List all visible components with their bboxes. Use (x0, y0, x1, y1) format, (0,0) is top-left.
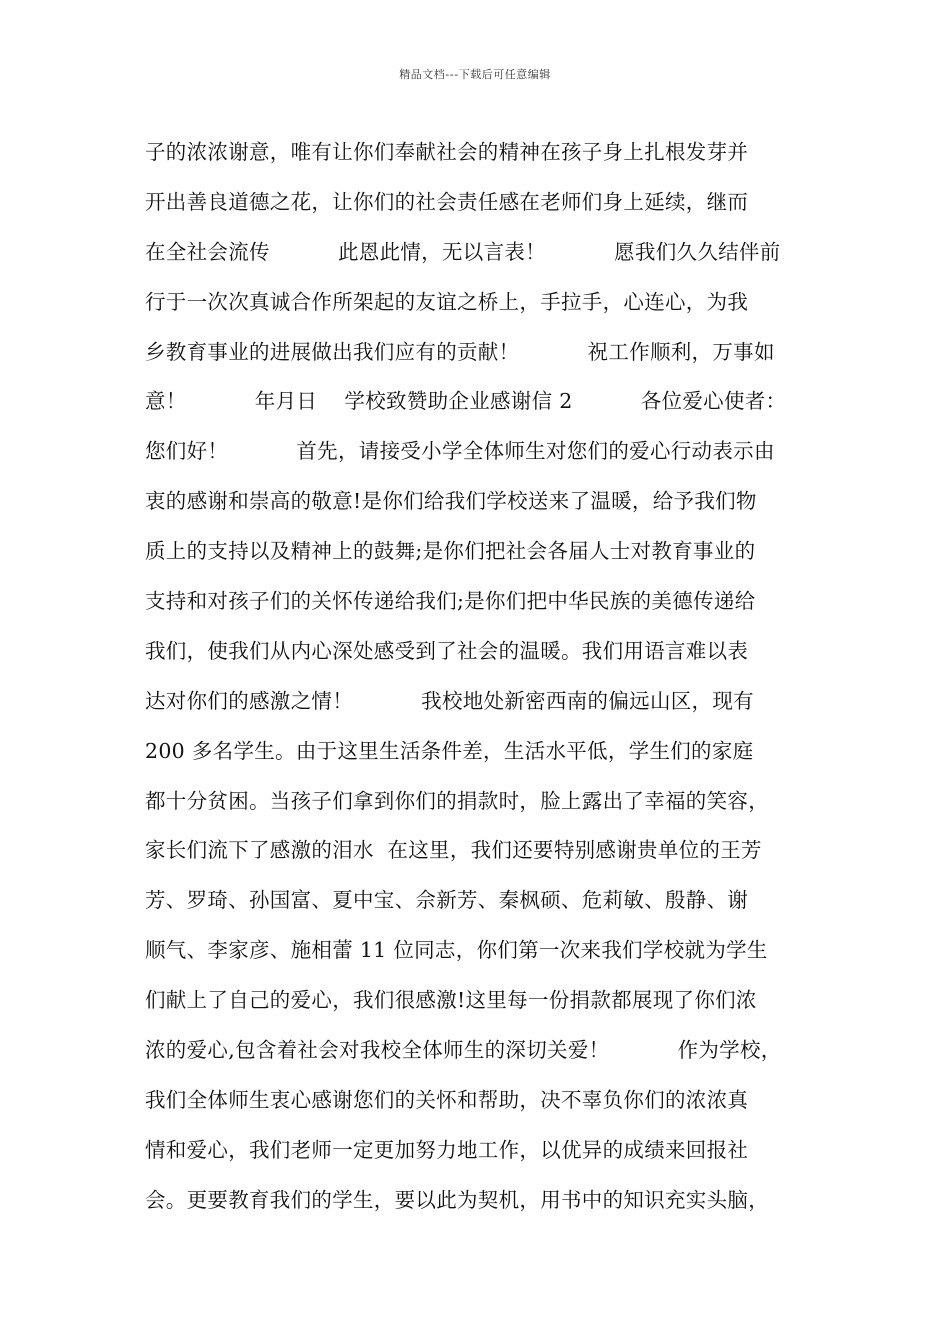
body-line: 达对你们的感激之情！ 我校地处新密西南的偏远山区，现有 (145, 688, 754, 713)
body-line: 衷的感谢和崇高的敬意!是你们给我们学校送来了温暖，给予我们物 (145, 489, 757, 514)
body-line: 家长们流下了感激的泪水 在这里，我们还要特别感谢贵单位的王芳 (145, 838, 762, 863)
body-line: 我们全体师生衷心感谢您们的关怀和帮助，决不辜负你们的浓浓真 (145, 1087, 749, 1112)
body-line: 我们，使我们从内心深处感受到了社会的温暖。我们用语言难以表 (145, 638, 749, 663)
body-line: 200 多名学生。由于这里生活条件差，生活水平低，学生们的家庭 (145, 738, 754, 763)
body-line: 都十分贫困。当孩子们拿到你们的捐款时，脸上露出了幸福的笑容， (145, 788, 769, 813)
body-line: 芳、罗琦、孙国富、夏中宝、佘新芳、秦枫硕、危莉敏、殷静、谢 (145, 888, 749, 913)
body-line: 支持和对孩子们的关怀传递给我们;是你们把中华民族的美德传递给 (145, 589, 756, 614)
body-line: 会。更要教育我们的学生，要以此为契机，用书中的知识充实头脑， (145, 1187, 769, 1212)
body-line: 子的浓浓谢意，唯有让你们奉献社会的精神在孩子身上扎根发芽并 (145, 140, 749, 164)
body-line: 您们好！ 首先，请接受小学全体师生对您们的爱心行动表示由 (145, 439, 775, 464)
body-line: 行于一次次真诚合作所架起的友谊之桥上，手拉手，心连心，为我 (145, 289, 749, 314)
body-line: 浓的爱心,包含着社会对我校全体师生的深切关爱！ 作为学校， (145, 1038, 782, 1063)
body-line: 们献上了自己的爱心，我们很感激!这里每一份捐款都展现了你们浓 (145, 988, 757, 1013)
body-line: 意！ 年月日 学校致赞助企业感谢信 2 各位爱心使者： (145, 389, 787, 414)
body-line: 乡教育事业的进展做出我们应有的贡献！ 祝工作顺利，万事如 (145, 339, 775, 364)
body-line: 质上的支持以及精神上的鼓舞;是你们把社会各届人士对教育事业的 (145, 539, 756, 564)
document-body (145, 134, 835, 1232)
body-line: 顺气、李家彦、施相蕾 11 位同志，你们第一次来我们学校就为学生 (145, 938, 768, 963)
body-line: 情和爱心，我们老师一定更加努力地工作，以优异的成绩来回报社 (145, 1137, 749, 1162)
body-line: 开出善良道德之花，让你们的社会责任感在老师们身上延续，继而 (145, 189, 749, 214)
page-header: 精品文档---下载后可任意编辑 (399, 68, 551, 81)
body-line: 在全社会流传 此恩此情，无以言表！ 愿我们久久结伴前 (145, 239, 781, 264)
